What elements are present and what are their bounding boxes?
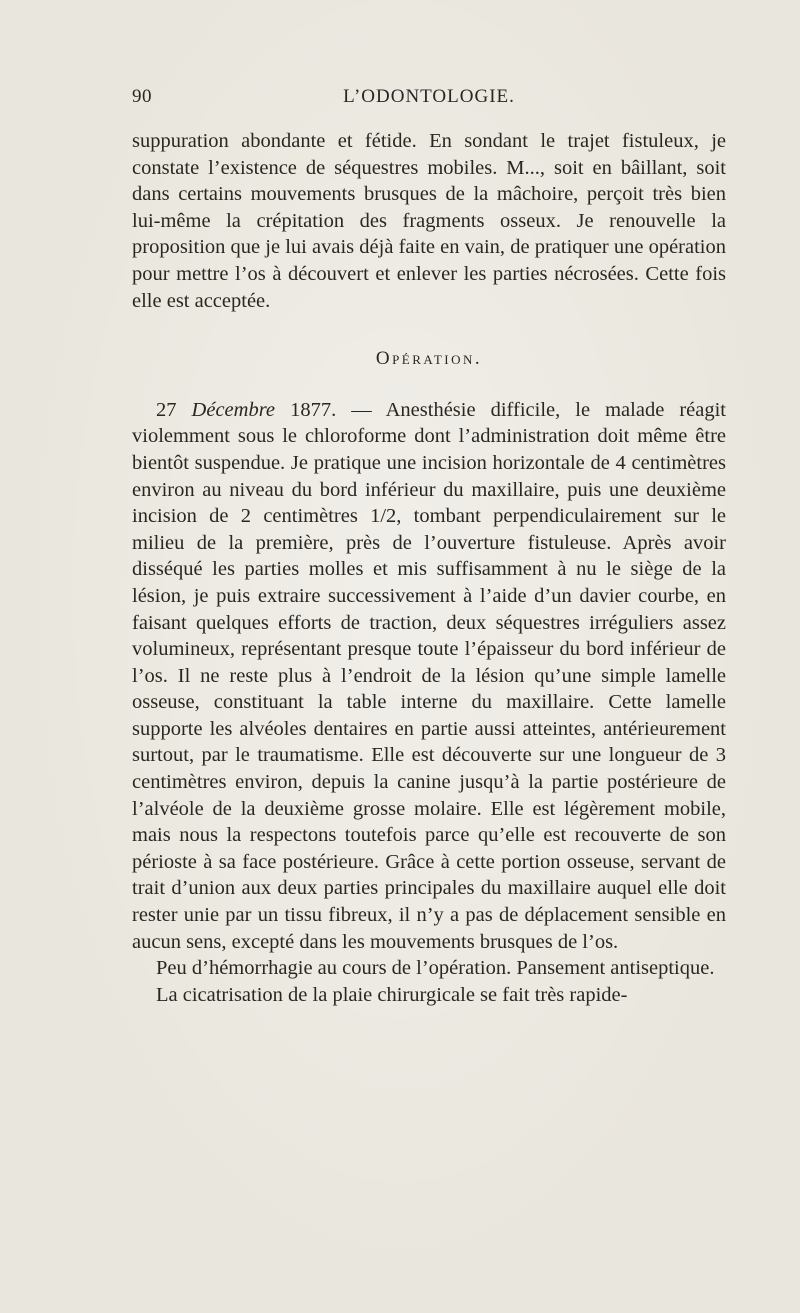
date-month: Décembre [191,398,276,421]
body-text [132,128,726,1008]
paragraph-2 [132,397,726,955]
running-head [132,86,726,116]
paragraph-3: Peu d’hémorrhagie au cours de l’opération. Pansement antiseptique. [156,957,715,980]
date-day: 27 [156,398,177,421]
section-heading: Opération. [375,348,483,370]
paragraph-2-text: 1877. — Anesthésie difficile, le malade réagit violemment sous le chloroforme dont l’administration doit même être bientôt suspendue. Je pratique une incision horizontale de 4 centimètres environ au niveau du bord inférieur du maxillaire, puis une deuxième incision de 2 centimètres 1/2, tombant perpendiculairement sur le milieu de la première, près de l’ouverture fistuleuse. Après avoir disséqué les parties molles et mis suffisamment à nu le siège de la lésion, je puis extraire successivement à l’aide d’un davier courbe, en faisant quelques efforts de traction, deux séquestres irréguliers assez volumineux, représentant presque toute l’épaisseur du bord inférieur de l’os. Il ne reste plus à l’endroit de la lésion qu’une simple lamelle osseuse, constituant la table interne du maxillaire. Cette lamelle supporte les alvéoles dentaires en partie aussi atteintes, antérieurement surtout, par le traumatisme. Elle est découverte sur une longueur de 3 centimètres environ, depuis la canine jusqu’à la partie postérieure de l’alvéole de la deuxième grosse molaire. Elle est légèrement mobile, mais nous la respectons toutefois parce qu’elle est recouverte de son périoste à sa face postérieure. Grâce à cette portion osseuse, servant de trait d’union aux deux parties principales du maxillaire auquel elle doit rester unie par un tissu fibreux, il n’y a pas de déplacement sensible en aucun sens, excepté dans les mouvements brusques de l’os. [132,398,727,953]
paragraph-1: suppuration abondante et fétide. En sondant le trajet fistuleux, je constate l’existence de séquestres mobiles. M..., soit en bâillant, soit dans certains mouvements brusques de la mâchoire, perçoit très bien lui-même la crépitation des fragments osseux. Je renouvelle la proposition que je lui avais déjà faite en vain, de pratiquer une opération pour mettre l’os à découvert et enlever les parties nécrosées. Cette fois elle est acceptée. [132,130,726,312]
page-number: 90 [132,86,152,107]
paragraph-4: La cicatrisation de la plaie chirurgicale se fait très rapide- [156,983,628,1006]
running-title: L’ODONTOLOGIE. [343,86,515,107]
